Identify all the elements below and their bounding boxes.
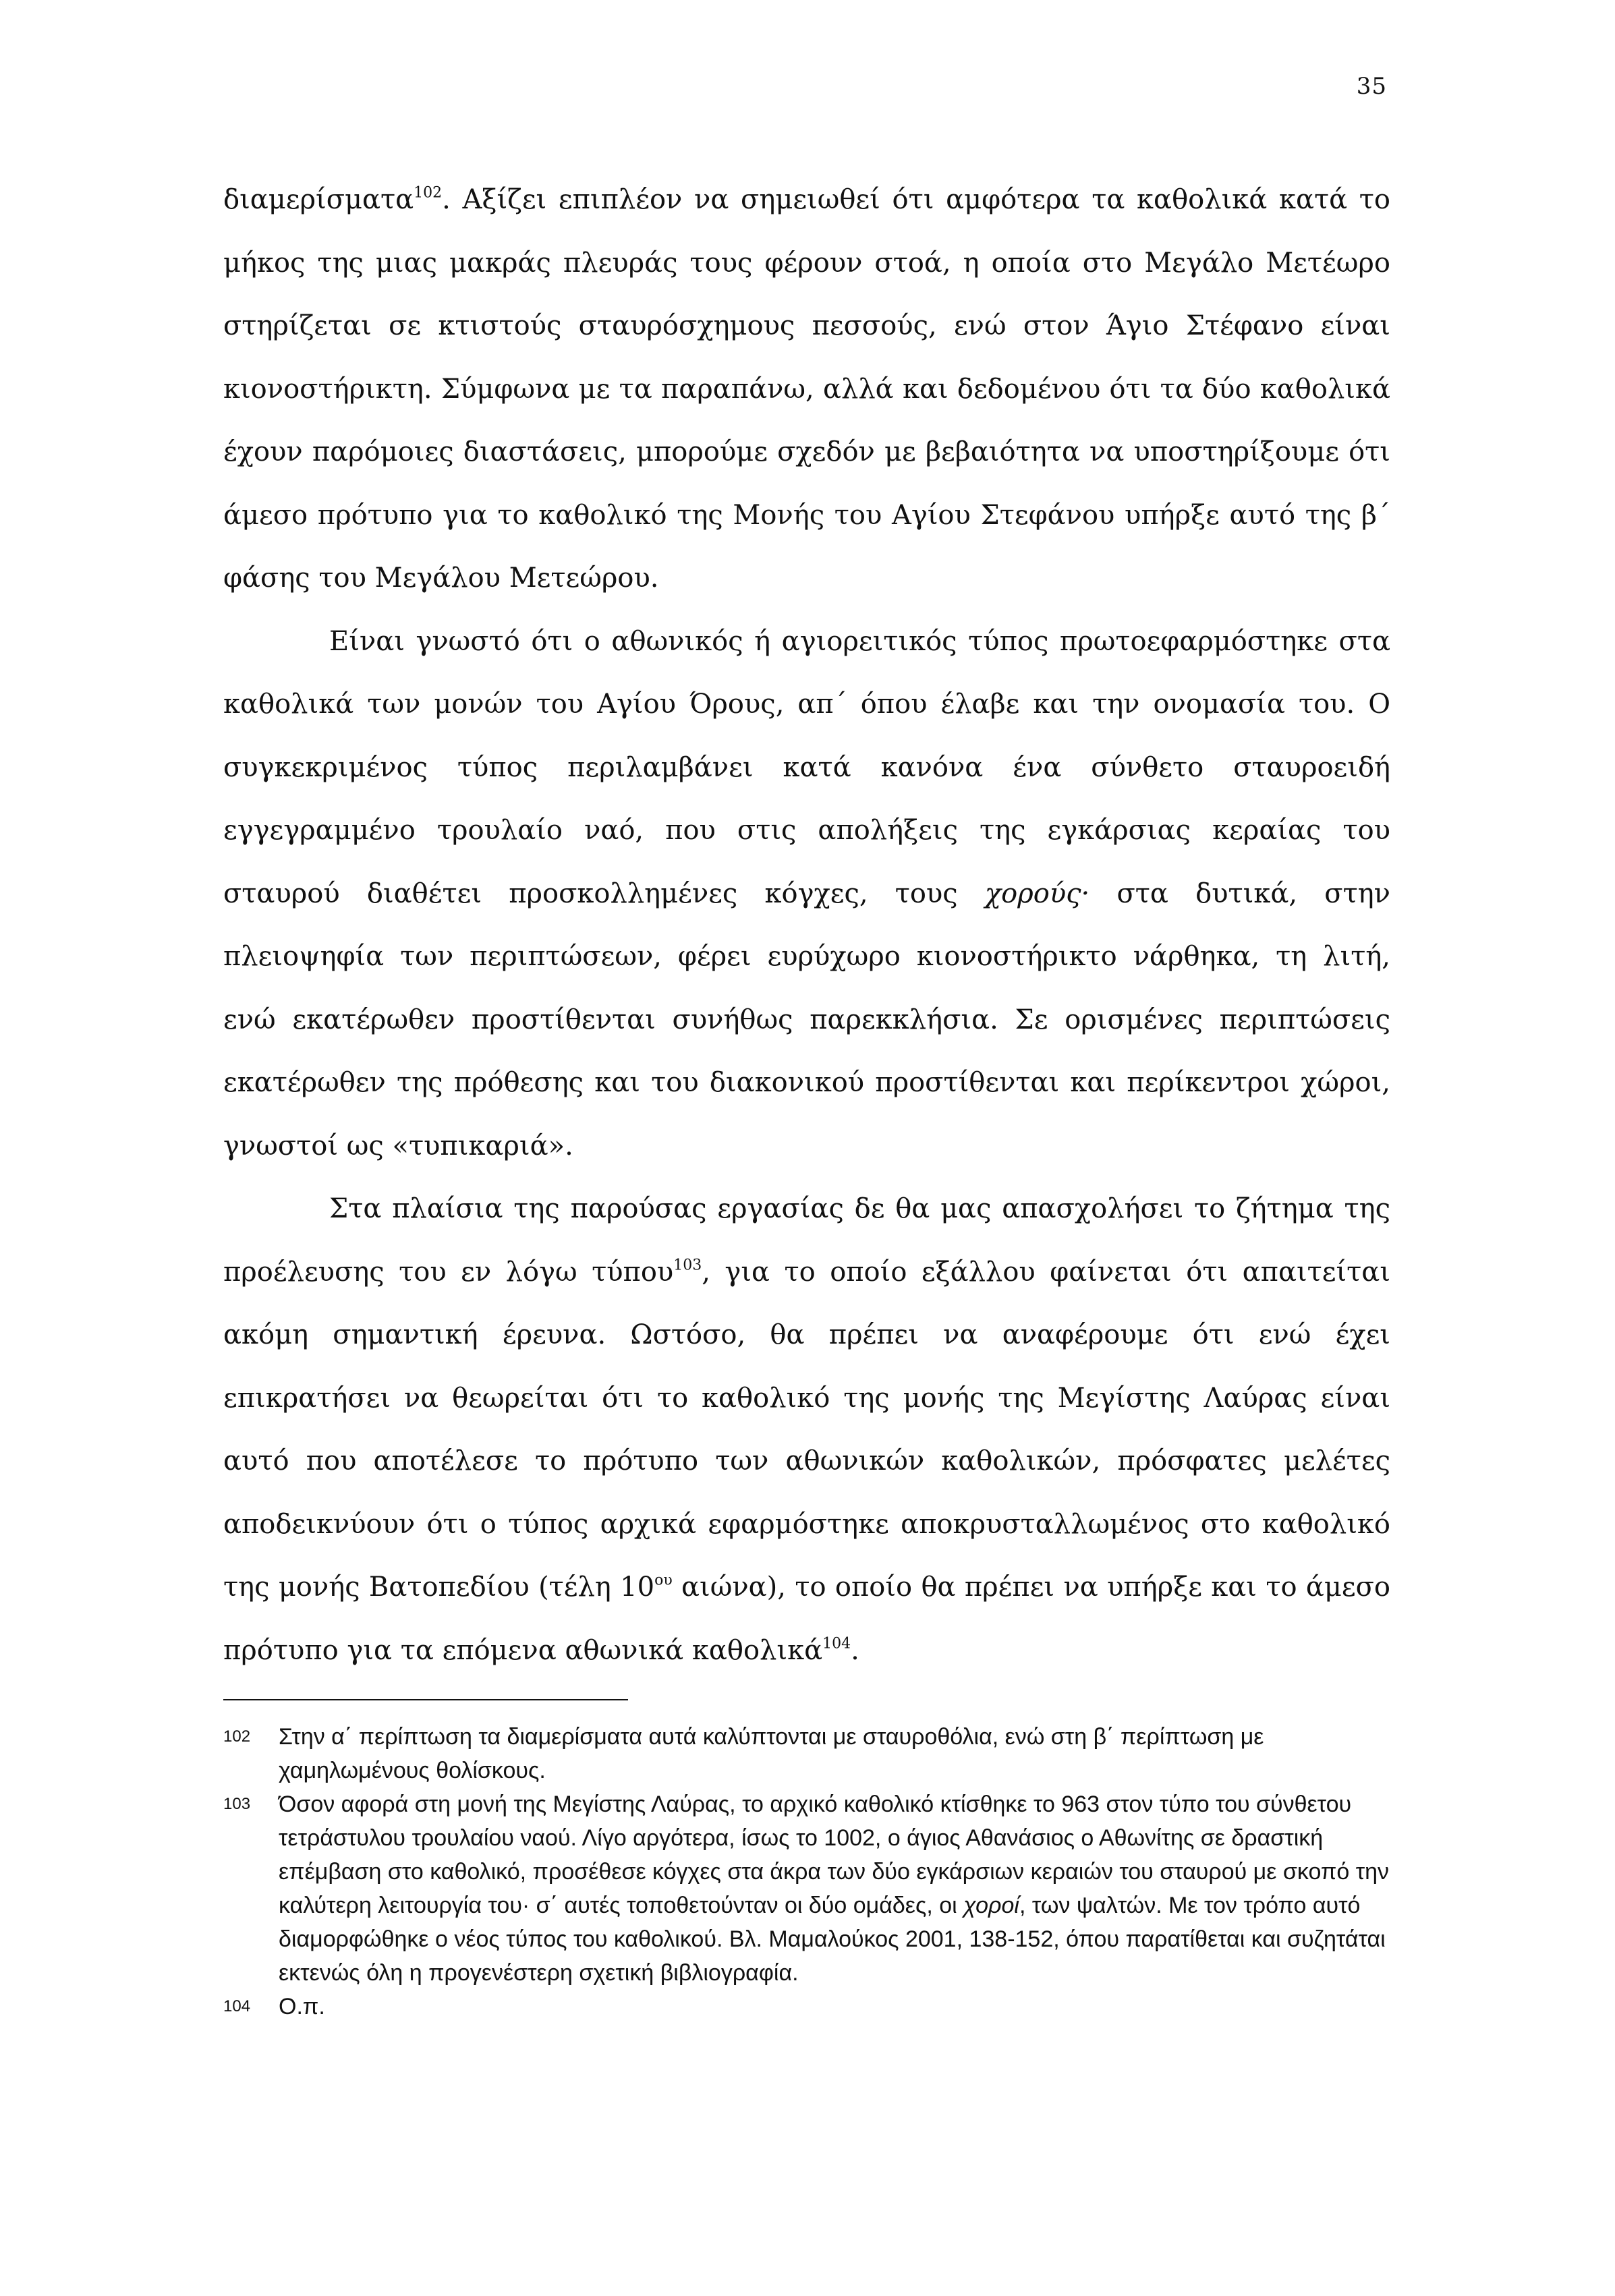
paragraph-text: διαμερίσματα [223, 184, 414, 215]
italic-term: χοροί [963, 1893, 1019, 1918]
paragraph-text: Είναι γνωστό ότι ο αθωνικός ή αγιορειτικός τύπος πρωτοεφαρμόστηκε στα καθολικά των μονών του Αγίου Όρους, απ΄ όπου έλαβε και την ονομασία του. Ο συγκεκριμένος τύπος περιλαμβάνει κατά κανόνα ένα σύνθετο σταυροειδή εγγεγραμμένο τρουλαίο ναό, που στις απολήξεις της εγκάρσιας κεραίας του σταυρού διαθέτει προσκολλημένες κόγχες, τους [223, 625, 1390, 909]
page-number: 35 [1356, 73, 1387, 100]
paragraph [223, 610, 1390, 1178]
footnote-ref: 102 [414, 184, 443, 202]
footnote [223, 1787, 1390, 1990]
paragraph [223, 169, 1390, 610]
footnotes [223, 1720, 1390, 2024]
footnote-text: Στην α΄ περίπτωση τα διαμερίσματα αυτά καλύπτονται με σταυροθόλια, ενώ στη β΄ περίπτωση με χαμηλωμένους θολίσκους. [279, 1724, 1264, 1783]
paragraph-text: στα δυτικά, στην πλειοψηφία των περιπτώσεων, φέρει ευρύχωρο κιονοστήρικτο νάρθηκα, τη λιτή, ενώ εκατέρωθεν προστίθενται συνήθως παρεκκλήσια. Σε ορισμένες περιπτώσεις εκατέρωθεν της πρόθεσης και του διακονικού προστίθενται και περίκεντροι χώροι, γνωστοί ως «τυπικαριά». [223, 878, 1390, 1161]
footnote-number: 104 [223, 1997, 251, 2015]
paragraph-text: Στα πλαίσια της παρούσας εργασίας δε θα μας απασχολήσει το ζήτημα της προέλευσης του εν λόγω τύπου [223, 1193, 1390, 1288]
footnote [223, 1990, 1390, 2024]
paragraph-text: αιώνα), το οποίο θα πρέπει να υπήρξε και το άμεσο πρότυπο για τα επόμενα αθωνικά καθολικά [223, 1572, 1390, 1666]
paragraph-text: . Αξίζει επιπλέον να σημειωθεί ότι αμφότερα τα καθολικά κατά το μήκος της μιας μακράς πλευράς τους φέρουν στοά, η οποία στο Μεγάλο Μετέωρο στηρίζεται σε κτιστούς σταυρόσχημους πεσσούς, ενώ στον Άγιο Στέφανο είναι κιονοστήρικτη. Σύμφωνα με τα παραπάνω, αλλά και δεδομένου ότι τα δύο καθολικά έχουν παρόμοιες διαστάσεις, μπορούμε σχεδόν με βεβαιότητα να υποστηρίξουμε ότι άμεσο πρότυπο για το καθολικό της Μονής του Αγίου Στεφάνου υπήρξε αυτό της β΄ φάσης του Μεγάλου Μετεώρου. [223, 184, 1390, 594]
footnote-text: , των ψαλτών. Με τον τρόπο αυτό διαμορφώθηκε ο νέος τύπος του καθολικού. Βλ. Μαμαλούκος 2001, 138-152, όπου παρατίθεται και συζητάται εκτενώς όλη η προγενέστερη σχετική βιβλιογραφία. [279, 1893, 1386, 1986]
ordinal-suffix: ου [654, 1572, 673, 1589]
italic-term: χορούς· [984, 878, 1090, 909]
footnote-number: 102 [223, 1727, 251, 1746]
footnote-number: 103 [223, 1795, 251, 1813]
footnote-text: Ο.π. [279, 1994, 325, 2019]
footnote-text: Όσον αφορά στη μονή της Μεγίστης Λαύρας, το αρχικό καθολικό κτίσθηκε το 963 στον τύπο του σύνθετου τετράστυλου τρουλαίου ναού. Λίγο αργότερα, ίσως το 1002, ο άγιος Αθανάσιος ο Αθωνίτης σε δραστική επέμβαση στο καθολικό, προσέθεσε κόγχες στα άκρα των δύο εγκάρσιων κεραιών του σταυρού με σκοπό την καλύτερη λειτουργία του· σ΄ αυτές τοποθετούνταν οι δύο ομάδες, οι [279, 1791, 1390, 1918]
paragraph-text: , για το οποίο εξάλλου φαίνεται ότι απαιτείται ακόμη σημαντική έρευνα. Ωστόσο, θα πρέπει να αναφέρουμε ότι ενώ έχει επικρατήσει να θεωρείται ότι το καθολικό της μονής της Μεγίστης Λαύρας είναι αυτό που αποτέλεσε το πρότυπο των αθωνικών καθολικών, πρόσφατες μελέτες αποδεικνύουν ότι ο τύπος αρχικά εφαρμόστηκε αποκρυσταλλωμένος στο καθολικό της μονής Βατοπεδίου (τέλη 10 [223, 1256, 1390, 1603]
footnote-ref: 104 [822, 1635, 851, 1652]
paragraph-text: . [851, 1634, 859, 1666]
footnote-ref: 103 [673, 1257, 702, 1273]
footnote [223, 1720, 1390, 1787]
footnote-separator [223, 1699, 628, 1700]
paragraph [223, 1178, 1390, 1682]
main-text [223, 169, 1390, 1682]
